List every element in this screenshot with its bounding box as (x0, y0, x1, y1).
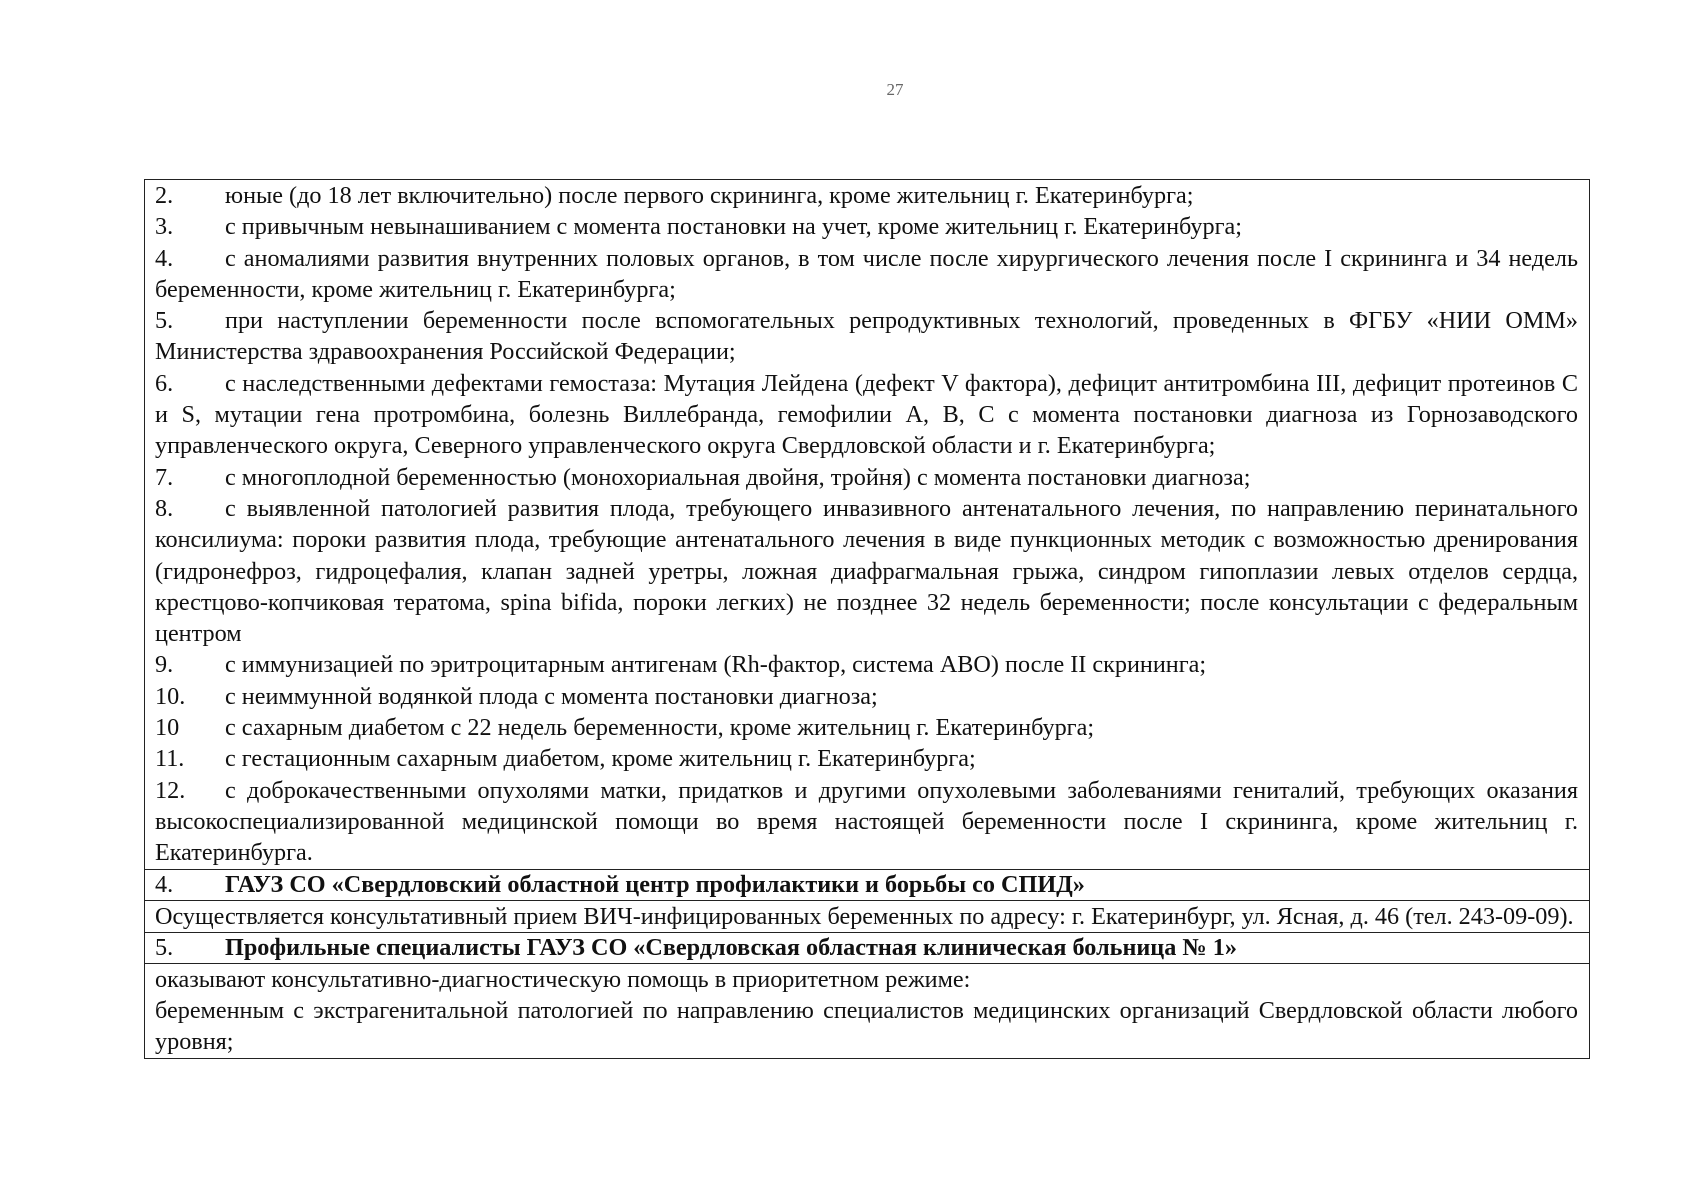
list-item (155, 681, 1578, 712)
item-number: 9. (155, 651, 174, 679)
item-number: 7. (155, 463, 174, 491)
list-item (155, 493, 1578, 649)
item-text: юные (до 18 лет включительно) после первого скрининга, кроме жительниц г. Екатеринбурга; (225, 182, 1194, 209)
section-5-body (145, 963, 1589, 1058)
section-title: Профильные специалисты ГАУЗ СО «Свердловская областная клиническая больница № 1» (225, 933, 1237, 961)
list-item (155, 243, 1578, 306)
criteria-cell (145, 180, 1589, 869)
item-number: 3. (155, 213, 174, 241)
list-item (155, 462, 1578, 493)
section-title: ГАУЗ СО «Свердловский областной центр профилактики и борьбы со СПИД» (225, 870, 1085, 898)
item-number: 4. (155, 244, 174, 272)
list-item (155, 305, 1578, 368)
item-text: с многоплодной беременностью (монохориальная двойня, тройня) с момента постановки диагноза; (225, 463, 1251, 491)
section-4-body (145, 900, 1589, 932)
item-text: с иммунизацией по эритроцитарным антигенам (Rh-фактор, система АВО) после II скрининга; (225, 651, 1207, 679)
section-number: 5. (155, 933, 174, 961)
page-number: 27 (886, 80, 904, 99)
list-item (155, 368, 1578, 462)
item-text: с гестационным сахарным диабетом, кроме жительниц г. Екатеринбурга; (225, 745, 976, 773)
item-number: 11. (155, 745, 185, 773)
item-number: 2. (155, 182, 174, 209)
list-item (155, 743, 1578, 774)
item-text: с наследственными дефектами гемостаза: Мутация Лейдена (дефект V фактора), дефицит антитромбина III, дефицит протеинов С и S, мутации гена протромбина, болезнь Виллебранда, гемофилии А, В, С с момента постановки диагноза из Горнозаводского управленческого округа, Северного управленческого округа Свердловской области и г. Екатеринбурга; (155, 369, 1578, 460)
item-text: при наступлении беременности после вспомогательных репродуктивных технологий, проведенных в ФГБУ «НИИ ОММ» Министерства здравоохранения Российской Федерации; (155, 307, 1578, 366)
item-number: 8. (155, 494, 174, 522)
section-number: 4. (155, 870, 174, 898)
list-item (155, 712, 1578, 743)
item-text: с доброкачественными опухолями матки, придатков и другими опухолевыми заболеваниями гениталий, требующих оказания высокоспециализированной медицинской помощи во время настоящей беременности после I скрининга, кроме жительниц г. Екатеринбурга. (155, 776, 1578, 867)
item-number: 6. (155, 369, 174, 397)
item-number: 10 (155, 714, 180, 742)
section-text: беременным с экстрагенитальной патологией по направлению специалистов медицинских организаций Свердловской области любого уровня; (155, 997, 1578, 1056)
item-text: с привычным невынашиванием с момента постановки на учет, кроме жительниц г. Екатеринбурга; (225, 213, 1242, 241)
item-number: 5. (155, 307, 174, 335)
section-text: Осуществляется консультативный прием ВИЧ-инфицированных беременных по адресу: г. Екатеринбург, ул. Ясная, д. 46 (тел. 243-09-09). (155, 902, 1574, 930)
section-5-heading (145, 932, 1589, 963)
list-item (155, 775, 1578, 869)
document-table (144, 179, 1590, 1059)
item-text: с сахарным диабетом с 22 недель беременности, кроме жительниц г. Екатеринбурга; (225, 714, 1095, 742)
item-text: с выявленной патологией развития плода, требующего инвазивного антенатального лечения, по направлению перинатального консилиума: пороки развития плода, требующие антенатального лечения в виде пункционных методик с возможностью дренирования (гидронефроз, гидроцефалия, клапан задней уретры, ложная диафрагмальная грыжа, синдром гипоплазии левых отделов сердца, крестцово-копчиковая тератома, spina bifida, пороки легких) не позднее 32 недель беременности; после консультации с федеральным центром (155, 494, 1578, 648)
item-number: 12. (155, 776, 186, 804)
section-text: оказывают консультативно-диагностическую помощь в приоритетном режиме: (155, 965, 971, 993)
list-item (155, 649, 1578, 680)
item-text: с неиммунной водянкой плода с момента постановки диагноза; (225, 682, 878, 710)
item-text: с аномалиями развития внутренних половых органов, в том числе после хирургического лечения после I скрининга и 34 недель беременности, кроме жительниц г. Екатеринбурга; (155, 244, 1578, 303)
section-4-heading (145, 869, 1589, 900)
item-number: 10. (155, 682, 186, 710)
list-item (155, 180, 1578, 211)
list-item (155, 211, 1578, 242)
